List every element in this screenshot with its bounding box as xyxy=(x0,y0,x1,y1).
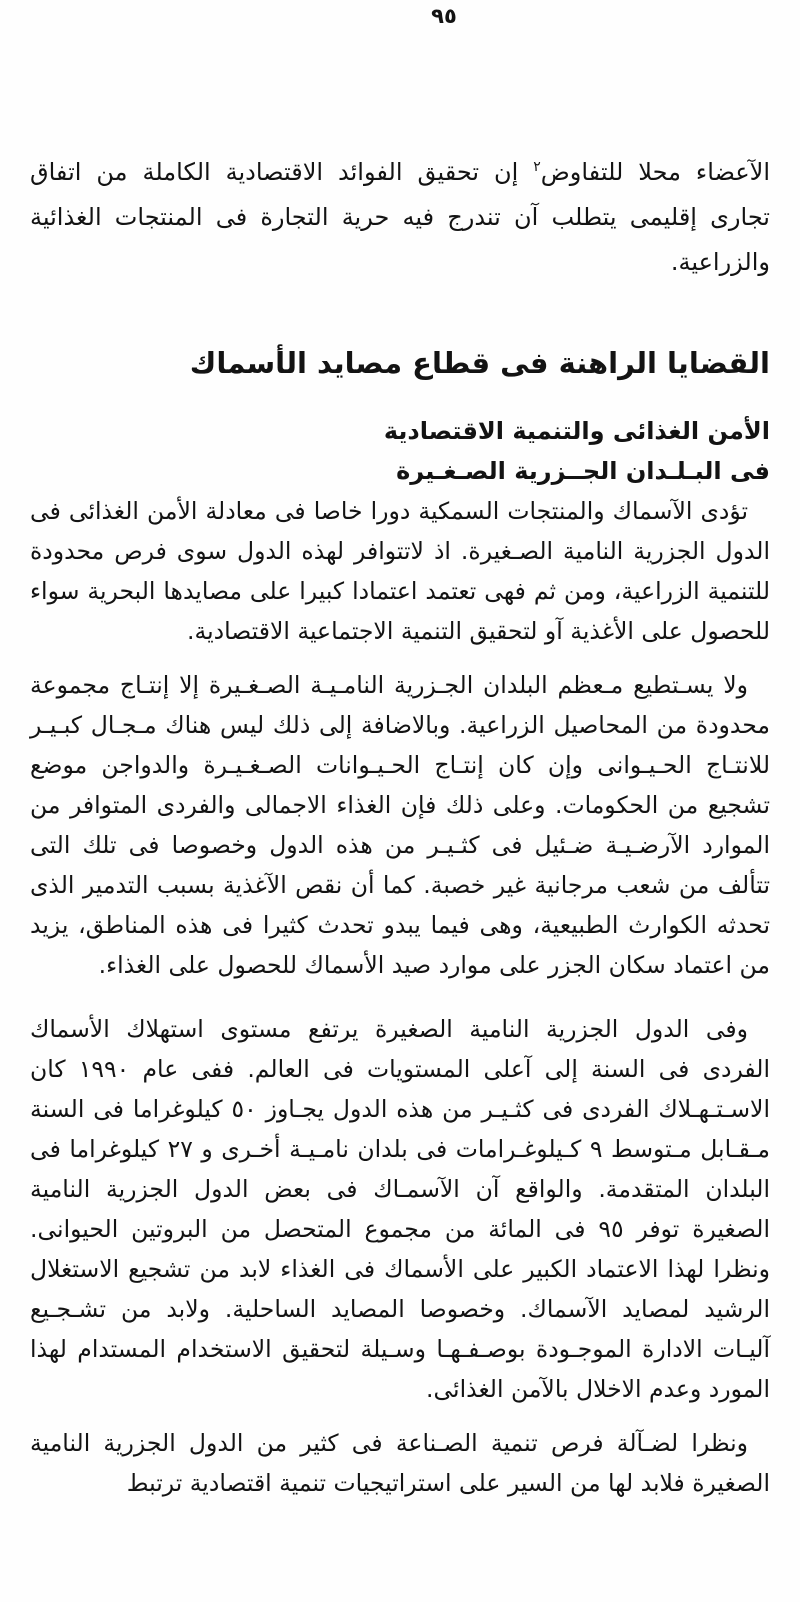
section-heading: القضايا الراهنة فى قطاع مصايد الأسماك xyxy=(189,346,770,380)
subheading-line-1: الأمن الغذائى والتنمية الاقتصادية xyxy=(383,417,770,445)
footnote-marker xyxy=(533,159,541,175)
body-text xyxy=(30,491,770,1503)
body-paragraph-food-security-role: تؤدى الآسماك والمنتجات السمكية دورا خاصا فى معادلة الأمن الغذائى فى الدول الجزرية النامية الصـغيرة. اذ لاتتوافر لهذه الدول سوى فرص محدودة للتنمية الزراعية، ومن ثم فهى تعتمد اعتمادا كبيرا على مصايدها البحرية سواء للحصول على الأغذية آو لتحقيق التنمية الاجتماعية الاقتصادية. xyxy=(30,497,770,645)
intro-text-after-footnote: إن تحقيق الفوائد الاقتصادية الكاملة من اتفاق تجارى إقليمى يتطلب آن تندرج فيه حرية التجارة فى المنتجات الغذائية والزراعية. xyxy=(30,158,770,276)
subheading xyxy=(30,411,770,491)
intro-paragraph xyxy=(30,150,770,285)
body-paragraph-industry-development: ونظرا لضـآلة فرص تنمية الصـناعة فى كثير من الدول الجزرية النامية الصغيرة فلابد لها من السير على استراتيجيات تنمية اقتصادية ترتبط xyxy=(30,1429,770,1497)
page-number: ٩٥ xyxy=(431,4,457,28)
intro-text-before-footnote: الآعضاء محلا للتفاوض xyxy=(540,158,770,186)
body-paragraph-fish-consumption-levels: وفى الدول الجزرية النامية الصغيرة يرتفع مستوى استهلاك الأسماك الفردى فى السنة إلى آعلى المستويات فى العالم. ففى عام ١٩٩٠ كان الاسـتـهـلاك الفردى فى كثـيـر من هذه الدول يجـاوز ٥٠ كيلوغراما فى السنة مـقـابل مـتوسط ٩ كـيلوغـرامات فى بلدان نامـيـة أخـرى و ٢٧ كيلوغراما فى البلدان المتقدمة. والواقع آن الآسمـاك فى بعض الدول الجزرية النامية الصغيرة توفر ٩٥ فى المائة من مجموع المتحصل من البروتين الحيوانى. ونظرا لهذا الاعتماد الكبير على الأسماك فى الغذاء لابد من تشجيع الاستغلال الرشيد لمصايد الآسماك. وخصوصا المصايد الساحلية. ولابد من تشـجـيع آليـات الادارة الموجـودة بوصـفـهـا وسـيلة لتحقيق الاستخدام المستدام لهذا المورد وعدم الاخلال بالآمن الغذائى. xyxy=(30,1015,771,1403)
footnote-marker-number: ٢ xyxy=(533,159,541,175)
subheading-line-2: فى البـلـدان الجــزرية الصـغـيرة xyxy=(396,457,770,485)
body-paragraph-limited-agriculture: ولا يسـتطيع مـعظم البلدان الجـزرية النامـيـة الصـغـيرة إلا إنتـاج مجموعة محدودة من المحاصيل الزراعية. وبالاضافة إلى ذلك ليس هناك مـجـال كبـيـر للانتـاج الحـيـوانى وإن كان إنتـاج الحـيـوانات الصـغـيـرة والدواجن موضع تشجيع من الحكومات. وعلى ذلك فإن الغذاء الاجمالى والفردى المتوافر من الموارد الآرضـيـة ضـئيل فى كثـيـر من هذه الدول وخصوصا فى تلك التى تتألف من شعب مرجانية غير خصبة. كما أن نقص الآغذية بسبب التدمير الذى تحدثه الكوارث الطبيعية، وهى فيما يبدو تحدث كثيرا فى هذه المناطق، يزيد من اعتماد سكان الجزر على موارد صيد الأسماك للحصول على الغذاء. xyxy=(30,671,770,979)
